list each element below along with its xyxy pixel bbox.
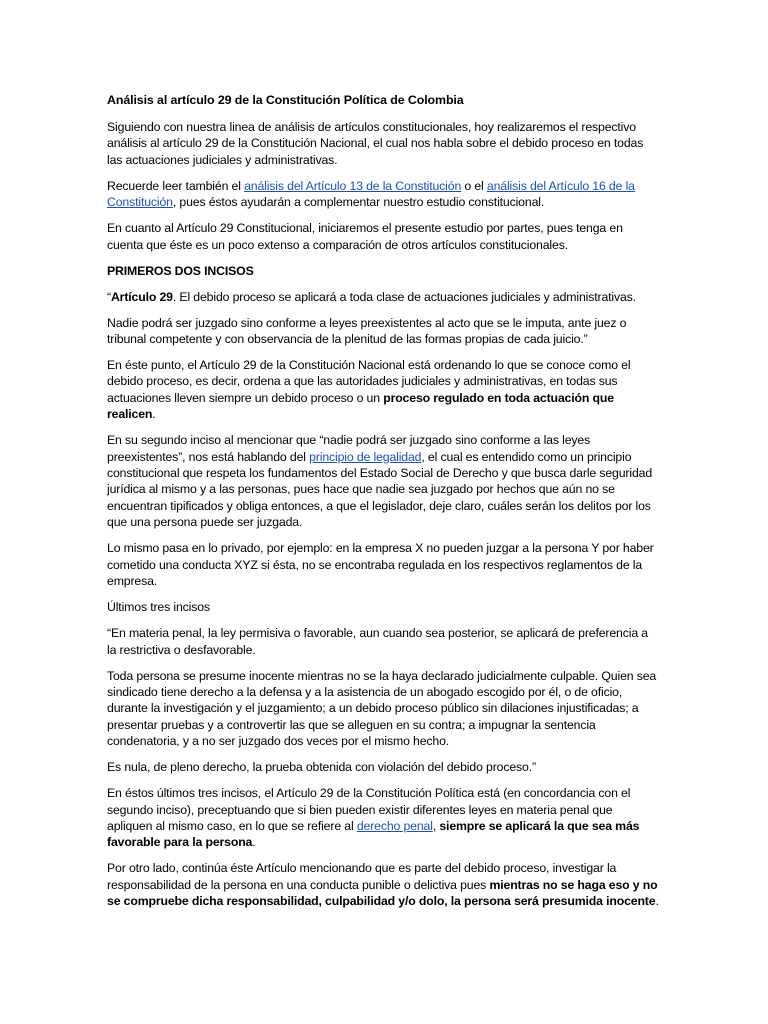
link-principio-legalidad[interactable]: principio de legalidad (309, 449, 422, 464)
intro-paragraph: Siguiendo con nuestra linea de análisis de artículos constitucionales, hoy realizaremos el respectivo análisis al artículo 29 de la Constitución Nacional, el cual nos habla sobre el debido proceso en todas las actuaciones judiciales y administrativas. (107, 120, 644, 167)
quote-penal-paragraph: “En materia penal, la ley permisiva o favorable, aun cuando sea posterior, se aplicará de preferencia a la restrictiva o desfavorable. (107, 626, 648, 657)
legalidad-paragraph (107, 432, 660, 530)
bold-text: proceso regulado en toda actuación que realicen (107, 390, 614, 422)
debido-proceso-paragraph (107, 357, 660, 423)
bold-text: mientras no se haga eso y no se compruebe dicha responsabilidad, culpabilidad y/o dolo, la persona será presumida inocente (107, 877, 658, 909)
link-articulo-13[interactable]: análisis del Artículo 13 de la Constitución (244, 178, 462, 193)
text-span: En éstos últimos tres incisos, el Artículo 29 de la Constitución Política está (en concordancia con el segundo inciso), preceptuando que si bien pueden existir diferentes leyes en materia penal que apliquen al mismo caso, en lo que se refiere al (107, 786, 631, 833)
text-span: En su segundo inciso al mencionar que “nadie podrá ser juzgado sino conforme a las leyes preexistentes”, nos está hablando del (107, 433, 591, 464)
document-title: Análisis al artículo 29 de la Constitución Política de Colombia (107, 93, 464, 107)
privado-paragraph: Lo mismo pasa en lo privado, por ejemplo: en la empresa X no pueden juzgar a la persona Y por haber cometido una conducta XYZ si ésta, no se encontraba regulada en los respectivos reglamentos de la empresa. (107, 541, 654, 589)
nulidad-paragraph: Es nula, de pleno derecho, la prueba obtenida con violación del debido proceso.” (107, 760, 536, 775)
link-derecho-penal[interactable]: derecho penal (356, 818, 433, 833)
bold-text: siempre se aplicará la que sea más favorable para la persona (107, 818, 640, 850)
inocencia-paragraph (107, 860, 660, 909)
text-span: . (152, 407, 156, 422)
text-span: , el cual es entendido como un principio constitucional que respeta los fundamentos del Estado Social de Derecho y que busca darle seguridad jurídica al mismo y a las personas, pues hace que nadie sea juzgado por hechos que aún no se encuentran tipificados y obliga entonces, a que el legislador, deje claro, cuáles serán los delitos por los que una persona puede ser juzgada. (107, 449, 653, 530)
section-heading-primeros: PRIMEROS DOS INCISOS (107, 263, 254, 278)
scope-paragraph: En cuanto al Artículo 29 Constitucional, iniciaremos el presente estudio por partes, pues tenga en cuenta que éste es un poco extenso a comparación de otros artículos constitucionales. (107, 221, 623, 252)
text-span: o el (461, 178, 487, 193)
text-span: Recuerde leer también el (107, 178, 245, 193)
presuncion-paragraph: Toda persona se presume inocente mientras no se la haya declarado judicialmente culpable. Quien sea sindicado tiene derecho a la defensa y a la asistencia de un abogado escogido por él, o de oficio, durante la investigación y el juzgamiento; a un debido proceso público sin dilaciones injustificadas; a presentar pruebas y a controvertir las que se alleguen en su contra; a impugnar la sentencia condenatoria, y a no ser juzgado dos veces por el mismo hecho. (107, 668, 657, 749)
text-span: . (252, 835, 256, 850)
text-span: Por otro lado, continúa éste Artículo mencionando que es parte del debido proceso, investigar la responsabilidad de la persona en una conducta punible o delictiva pues (107, 861, 617, 892)
text-span: , pues éstos ayudarán a complementar nuestro estudio constitucional. (172, 195, 545, 210)
text-span: “ (107, 289, 111, 304)
related-links-paragraph (107, 178, 660, 211)
bold-text: Artículo 29 (110, 289, 173, 304)
text-span: En éste punto, el Artículo 29 de la Constitución Nacional está ordenando lo que se conoce como el debido proceso, es decir, ordena a que las autoridades judiciales y administrativas, en todas sus actuaciones lleven siempre un debido proceso o un (107, 358, 631, 405)
quote-continuation-paragraph: Nadie podrá ser juzgado sino conforme a leyes preexistentes al acto que se le imputa, ante juez o tribunal competente y con observancia de la plenitud de las formas propias de cada juicio.” (107, 315, 627, 347)
text-span: , (432, 818, 440, 833)
quote-article-paragraph (107, 289, 660, 305)
favorabilidad-paragraph (107, 785, 660, 851)
text-span: . El debido proceso se aplicará a toda clase de actuaciones judiciales y administrativas. (172, 289, 636, 304)
link-articulo-16[interactable]: análisis del Artículo 16 de la Constitución (107, 178, 635, 210)
section-heading-ultimos: Últimos tres incisos (107, 600, 210, 615)
text-span: . (655, 894, 659, 909)
